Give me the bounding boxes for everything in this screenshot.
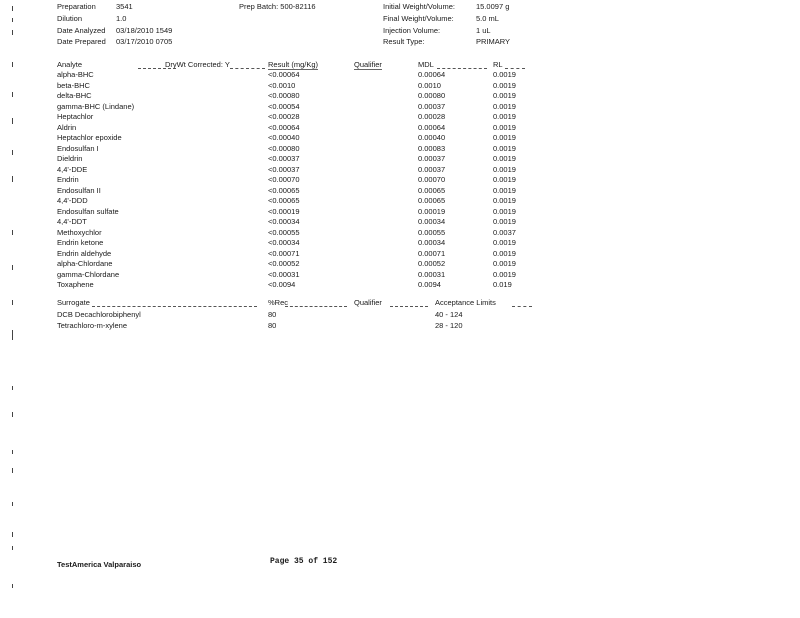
analyte-name: 4,4'-DDE	[57, 164, 88, 174]
header-rule	[390, 306, 428, 307]
analyte-name: Endrin aldehyde	[57, 248, 112, 258]
final-weight-label: Final Weight/Volume:	[383, 14, 454, 23]
analyte-mdl: 0.00028	[418, 112, 446, 121]
analyte-name: Endrin	[57, 175, 79, 184]
analyte-mdl: 0.00064	[418, 70, 446, 79]
drywt-corrected-label: DryWt Corrected: Y	[165, 60, 230, 69]
analyte-result: <0.00064	[268, 70, 300, 79]
analyte-mdl: 0.0010	[418, 80, 441, 90]
date-analyzed-value: 03/18/2010 1549	[116, 26, 173, 35]
result-column-header: Result (mg/Kg)	[268, 60, 319, 69]
mdl-column-header: MDL	[418, 60, 434, 69]
analyte-mdl: 0.00031	[418, 269, 446, 279]
analyte-name: Endrin ketone	[57, 238, 104, 247]
analyte-rl: 0.0019	[493, 133, 516, 142]
surrogate-rec: 80	[268, 321, 277, 330]
surrogate-column-header: Surrogate	[57, 298, 90, 307]
margin-mark	[12, 330, 13, 340]
analyte-result: <0.00071	[268, 248, 300, 258]
result-type-label: Result Type:	[383, 37, 425, 46]
analyte-mdl: 0.0094	[418, 280, 441, 289]
margin-mark	[12, 386, 13, 390]
date-prepared-label: Date Prepared	[57, 37, 106, 46]
analyte-mdl: 0.00034	[418, 217, 446, 226]
analyte-result: <0.00065	[268, 196, 300, 205]
injection-volume-value: 1 uL	[476, 26, 491, 35]
injection-volume-label: Injection Volume:	[383, 26, 441, 35]
analyte-name: 4,4'-DDT	[57, 217, 87, 226]
analyte-mdl: 0.00037	[418, 164, 446, 174]
analyte-rl: 0.0019	[493, 175, 516, 184]
margin-mark	[12, 265, 13, 270]
surrogate-qualifier-header: Qualifier	[354, 298, 382, 307]
analyte-result: <0.0010	[268, 80, 296, 90]
analyte-result: <0.00040	[268, 133, 300, 142]
page-number: Page 35 of 152	[270, 557, 338, 566]
analyte-rl: 0.0019	[493, 248, 516, 258]
result-type-value: PRIMARY	[476, 37, 511, 46]
analyte-result: <0.00037	[268, 164, 300, 174]
analyte-column-header: Analyte	[57, 60, 83, 69]
date-prepared-value: 03/17/2010 0705	[116, 37, 173, 46]
surrogate-rec: 80	[268, 310, 277, 319]
margin-mark	[12, 502, 13, 506]
analyte-name: Methoxychlor	[57, 227, 102, 237]
analyte-result: <0.00070	[268, 175, 300, 184]
analyte-mdl: 0.00080	[418, 91, 446, 100]
initial-weight-label: Initial Weight/Volume:	[383, 2, 455, 11]
analyte-mdl: 0.00019	[418, 206, 446, 216]
surrogate-name: Tetrachloro-m-xylene	[57, 321, 128, 330]
margin-mark	[12, 18, 13, 22]
margin-mark	[12, 62, 13, 67]
analyte-mdl: 0.00037	[418, 101, 446, 111]
preparation-value: 3541	[116, 2, 133, 11]
header-rule	[437, 68, 487, 69]
analyte-name: gamma-BHC (Lindane)	[57, 101, 135, 111]
header-rule	[138, 68, 176, 69]
analyte-result: <0.00052	[268, 259, 300, 268]
analyte-result: <0.0094	[268, 280, 296, 289]
margin-mark	[12, 6, 13, 11]
analyte-result: <0.00034	[268, 217, 300, 226]
analyte-rl: 0.019	[493, 280, 512, 289]
margin-mark	[12, 532, 13, 537]
preparation-label: Preparation	[57, 2, 96, 11]
date-analyzed-label: Date Analyzed	[57, 26, 106, 35]
analyte-mdl: 0.00037	[418, 154, 446, 163]
analyte-result: <0.00037	[268, 154, 300, 163]
analyte-rl: 0.0019	[493, 217, 516, 226]
analyte-mdl: 0.00070	[418, 175, 446, 184]
analyte-name: Toxaphene	[57, 280, 94, 289]
header-rule	[92, 306, 257, 307]
analyte-result: <0.00019	[268, 206, 300, 216]
analyte-name: Endosulfan II	[57, 185, 101, 195]
analyte-name: Aldrin	[57, 122, 77, 132]
rec-column-header: %Rec	[268, 298, 289, 307]
analyte-rl: 0.0019	[493, 238, 516, 247]
analyte-mdl: 0.00040	[418, 133, 446, 142]
margin-mark	[12, 468, 13, 473]
initial-weight-value: 15.0097 g	[476, 2, 510, 11]
analyte-mdl: 0.00083	[418, 143, 446, 153]
prep-batch: Prep Batch: 500-82116	[239, 2, 316, 11]
analyte-result: <0.00055	[268, 227, 300, 237]
margin-mark	[12, 300, 13, 305]
header-rule	[512, 306, 532, 307]
analyte-name: Heptachlor epoxide	[57, 133, 122, 142]
dilution-value: 1.0	[116, 14, 127, 23]
analyte-rl: 0.0019	[493, 112, 516, 121]
analyte-name: Endosulfan sulfate	[57, 206, 119, 216]
analyte-mdl: 0.00071	[418, 248, 446, 258]
rl-column-header: RL	[493, 60, 503, 69]
margin-mark	[12, 450, 13, 454]
dilution-label: Dilution	[57, 14, 83, 23]
lab-name: TestAmerica Valparaiso	[57, 560, 142, 569]
final-weight-value: 5.0 mL	[476, 14, 499, 23]
margin-mark	[12, 30, 13, 35]
analyte-result: <0.00028	[268, 112, 300, 121]
margin-mark	[12, 118, 13, 124]
analyte-name: 4,4'-DDD	[57, 196, 88, 205]
analyte-mdl: 0.00065	[418, 185, 446, 195]
margin-mark	[12, 546, 13, 550]
acceptance-limits-header: Acceptance Limits	[435, 298, 496, 307]
analyte-result: <0.00054	[268, 101, 300, 111]
analyte-rl: 0.0019	[493, 259, 516, 268]
analyte-result: <0.00065	[268, 185, 300, 195]
analyte-name: Heptachlor	[57, 112, 94, 121]
analyte-result: <0.00080	[268, 91, 300, 100]
analyte-rl: 0.0019	[493, 91, 516, 100]
analyte-rl: 0.0019	[493, 185, 516, 195]
analyte-name: alpha-BHC	[57, 70, 94, 79]
analyte-rl: 0.0019	[493, 164, 516, 174]
margin-mark	[12, 150, 13, 155]
analyte-name: delta-BHC	[57, 91, 92, 100]
analyte-mdl: 0.00034	[418, 238, 446, 247]
header-rule	[505, 68, 525, 69]
analyte-rl: 0.0019	[493, 154, 516, 163]
margin-mark	[12, 176, 13, 182]
header-rule	[285, 306, 347, 307]
analyte-mdl: 0.00064	[418, 122, 446, 132]
analyte-result: <0.00064	[268, 122, 300, 132]
analyte-name: Dieldrin	[57, 154, 83, 163]
analyte-result: <0.00080	[268, 143, 300, 153]
analyte-mdl: 0.00052	[418, 259, 446, 268]
analyte-rl: 0.0019	[493, 143, 516, 153]
analyte-rl: 0.0019	[493, 196, 516, 205]
analyte-name: beta-BHC	[57, 80, 90, 90]
analyte-name: gamma-Chlordane	[57, 269, 120, 279]
qualifier-column-header: Qualifier	[354, 60, 382, 69]
margin-mark	[12, 412, 13, 417]
analyte-rl: 0.0019	[493, 80, 516, 90]
header-rule	[230, 68, 265, 69]
analyte-mdl: 0.00055	[418, 227, 446, 237]
analyte-mdl: 0.00065	[418, 196, 446, 205]
analyte-rl: 0.0019	[493, 122, 516, 132]
margin-mark	[12, 92, 13, 97]
margin-mark	[12, 584, 13, 588]
surrogate-name: DCB Decachlorobiphenyl	[57, 310, 141, 319]
analyte-rl: 0.0019	[493, 70, 516, 79]
analyte-rl: 0.0019	[493, 269, 516, 279]
analyte-name: Endosulfan I	[57, 143, 99, 153]
margin-mark	[12, 230, 13, 235]
analyte-name: alpha-Chlordane	[57, 259, 113, 268]
surrogate-limits: 40 - 124	[435, 310, 463, 319]
analyte-rl: 0.0019	[493, 206, 516, 216]
analyte-result: <0.00031	[268, 269, 300, 279]
analyte-rl: 0.0037	[493, 227, 516, 237]
analyte-rl: 0.0019	[493, 101, 516, 111]
surrogate-limits: 28 - 120	[435, 321, 463, 330]
analyte-result: <0.00034	[268, 238, 300, 247]
